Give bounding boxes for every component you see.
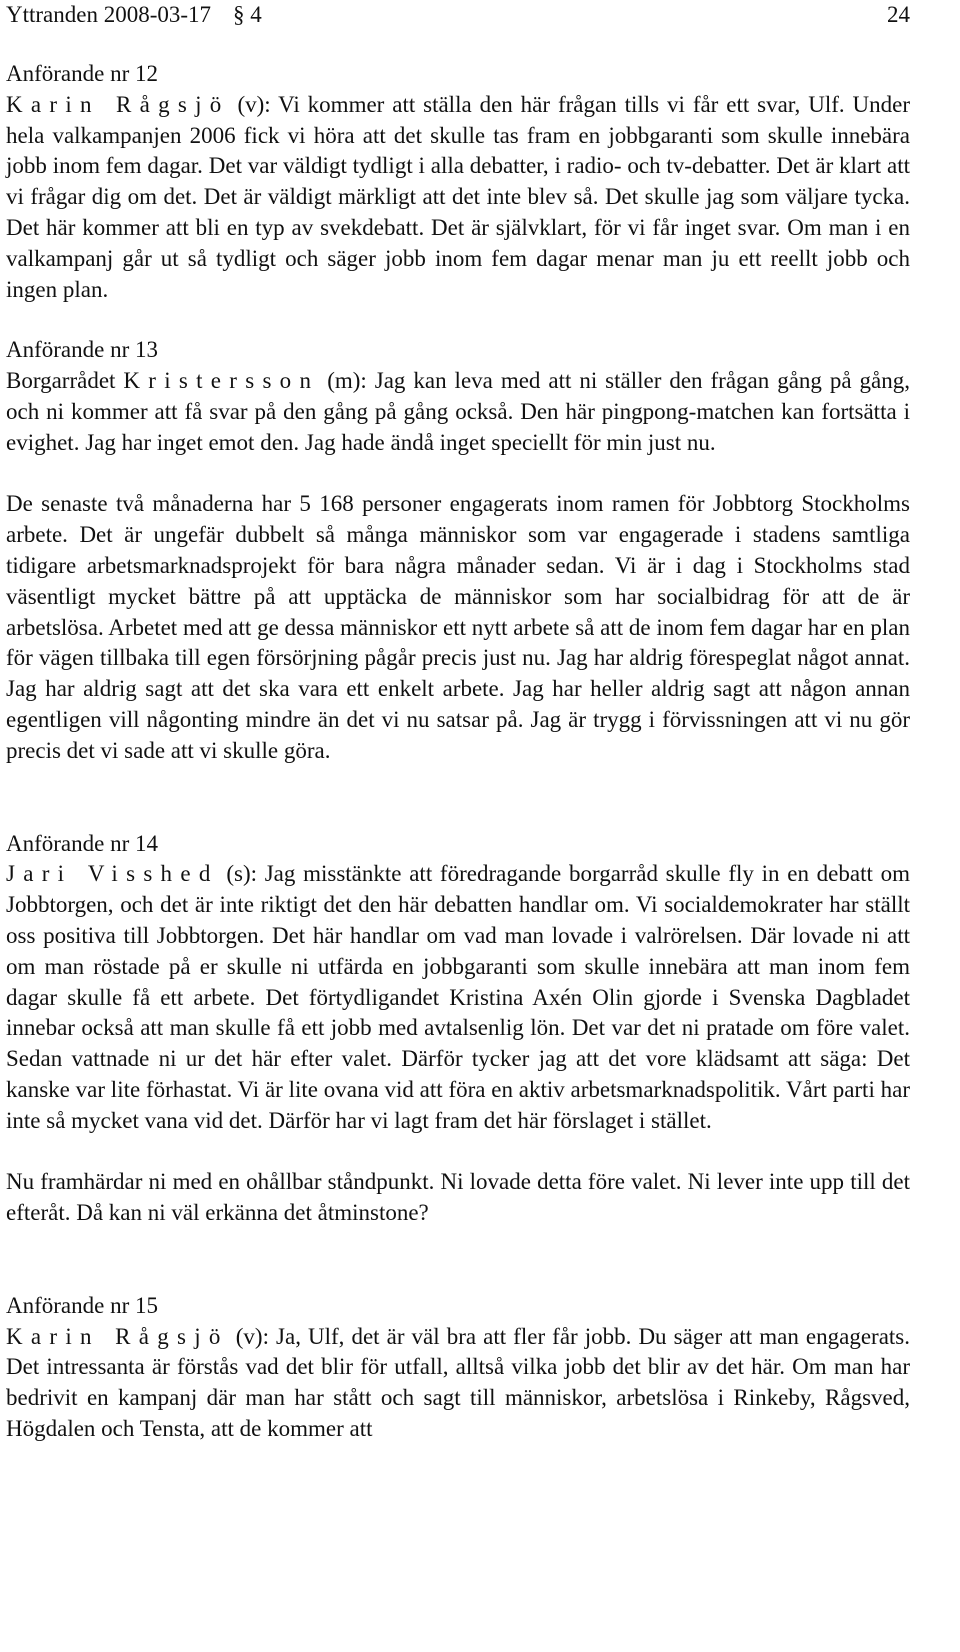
speech-title: Anförande nr 14 [6, 830, 159, 856]
speaker-name: Jari Visshed [6, 861, 219, 887]
speech-15 [6, 1291, 910, 1445]
paragraph-text: Vi kommer att ställa den här frågan tills vi får ett svar, Ulf. Under hela valkampanjen 2006 fick vi höra att det skulle tas fram en jobbgaranti som skulle innebära jobb inom fem dagar. Det var väldigt tydligt i alla debatter, i radio- och tv-debatter. Det är klart att vi frågar dig om det. Det är väldigt märkligt att det inte blev så. Det skulle jag som väljare tycka. Det här kommer att bli en typ av svekdebatt. Det är självklart, för vi får inget svar. Om man i en valkampanj går ut så tydligt och säger jobb inom fem dagar menar man ju ett reellt jobb och ingen plan. [6, 91, 910, 302]
speaker-party: (s): [218, 861, 257, 887]
page-number: 24 [887, 2, 910, 27]
speech-paragraph [6, 366, 910, 458]
page-header [6, 0, 910, 30]
speech-title: Anförande nr 15 [6, 1292, 159, 1318]
speaker-name: Karin Rågsjö [6, 91, 230, 117]
speaker-role: Borgarrådet [6, 368, 124, 394]
paragraph-text: Jag misstänkte att föredragande borgarråd skulle fly in en debatt om Jobbtorgen, och det är inte riktigt det den här debatten handlar om. Vi socialdemokrater har ställt oss positiva till Jobbtorgen. Det här handlar om vad man lovade i valrörelsen. Där lovade ni att om man röstade på er skulle ni utfärda en jobbgaranti som skulle innebära att man inom fem dagar skulle få ett arbete. Det förtydligandet Kristina Axén Olin gjorde i Svenska Dagbladet innebar också att man skulle få ett jobb med avtalsenlig lön. Det var det ni pratade om före valet. Sedan vattnade ni ur det här efter valet. Därför tycker jag att det vore klädsamt att säga: Det kanske var lite förhastat. Vi är lite ovana vid att föra en aktiv arbetsmarknadspolitik. Vårt parti har inte så mycket vana vid det. Därför har vi lagt fram det här förslaget i stället. [6, 861, 910, 1133]
speech-12 [6, 59, 910, 305]
speech-paragraph [6, 1322, 910, 1445]
speech-paragraph [6, 859, 910, 1136]
speaker-party: (v): [229, 91, 271, 117]
speech-paragraph: De senaste två månaderna har 5 168 personer engagerats inom ramen för Jobbtorg Stockholms arbete. Det är ungefär dubbelt så många människor som var engagerade i stadens samtliga tidigare arbetsmarknadsprojekt för bara några månader sedan. Vi är i dag i Stockholms stad väsentligt mycket bättre på att upptäcka de människor som har socialbidrag för att de är arbetslösa. Arbetet med att ge dessa människor ett nytt arbete så att de inom fem dagar har en plan för vägen tillbaka till egen försörjning pågår precis just nu. Jag har aldrig förespeglat något annat. Jag har aldrig sagt att det ska vara ett enkelt arbete. Jag har heller aldrig sagt att någon annan egentligen vill någonting mindre än det vi nu satsar på. Jag är trygg i förvissningen att vi nu gör precis det vi sade att vi skulle göra. [6, 491, 910, 763]
paragraph-text: Ja, Ulf, det är väl bra att fler får jobb. Du säger att man engagerats. Det intressanta är förstås vad det blir för utfall, alltså vilka jobb det blir av det här. Om man har bedrivit en kampanj där man har stått och sagt till människor, arbetslösa i Rinkeby, Rågsved, Högdalen och Tensta, att de kommer att [6, 1323, 910, 1442]
speech-13 [6, 335, 910, 766]
speech-paragraph: Nu framhärdar ni med en ohållbar ståndpunkt. Ni lovade detta före valet. Ni lever inte upp till det efteråt. Då kan ni väl erkänna det åtminstone? [6, 1169, 910, 1226]
section-number: § 4 [233, 2, 262, 27]
speech-title: Anförande nr 13 [6, 337, 159, 363]
document-title: Yttranden 2008-03-17 [6, 2, 212, 27]
speech-title: Anförande nr 12 [6, 61, 159, 86]
speaker-party: (v): [228, 1323, 269, 1349]
speech-14 [6, 829, 910, 1229]
paragraph-text: Jag kan leva med att ni ställer den frågan gång på gång, och ni kommer att få svar på den gång på gång också. Den här pingpong-matchen kan fortsätta i evighet. Jag har inget emot den. Jag hade ändå inget speciellt för min just nu. [6, 368, 910, 455]
speech-paragraph [6, 90, 910, 306]
speaker-party: (m): [319, 368, 367, 394]
speaker-name: Kristersson [123, 368, 320, 394]
header-left [6, 0, 262, 30]
speaker-name: Karin Rågsjö [6, 1323, 229, 1349]
